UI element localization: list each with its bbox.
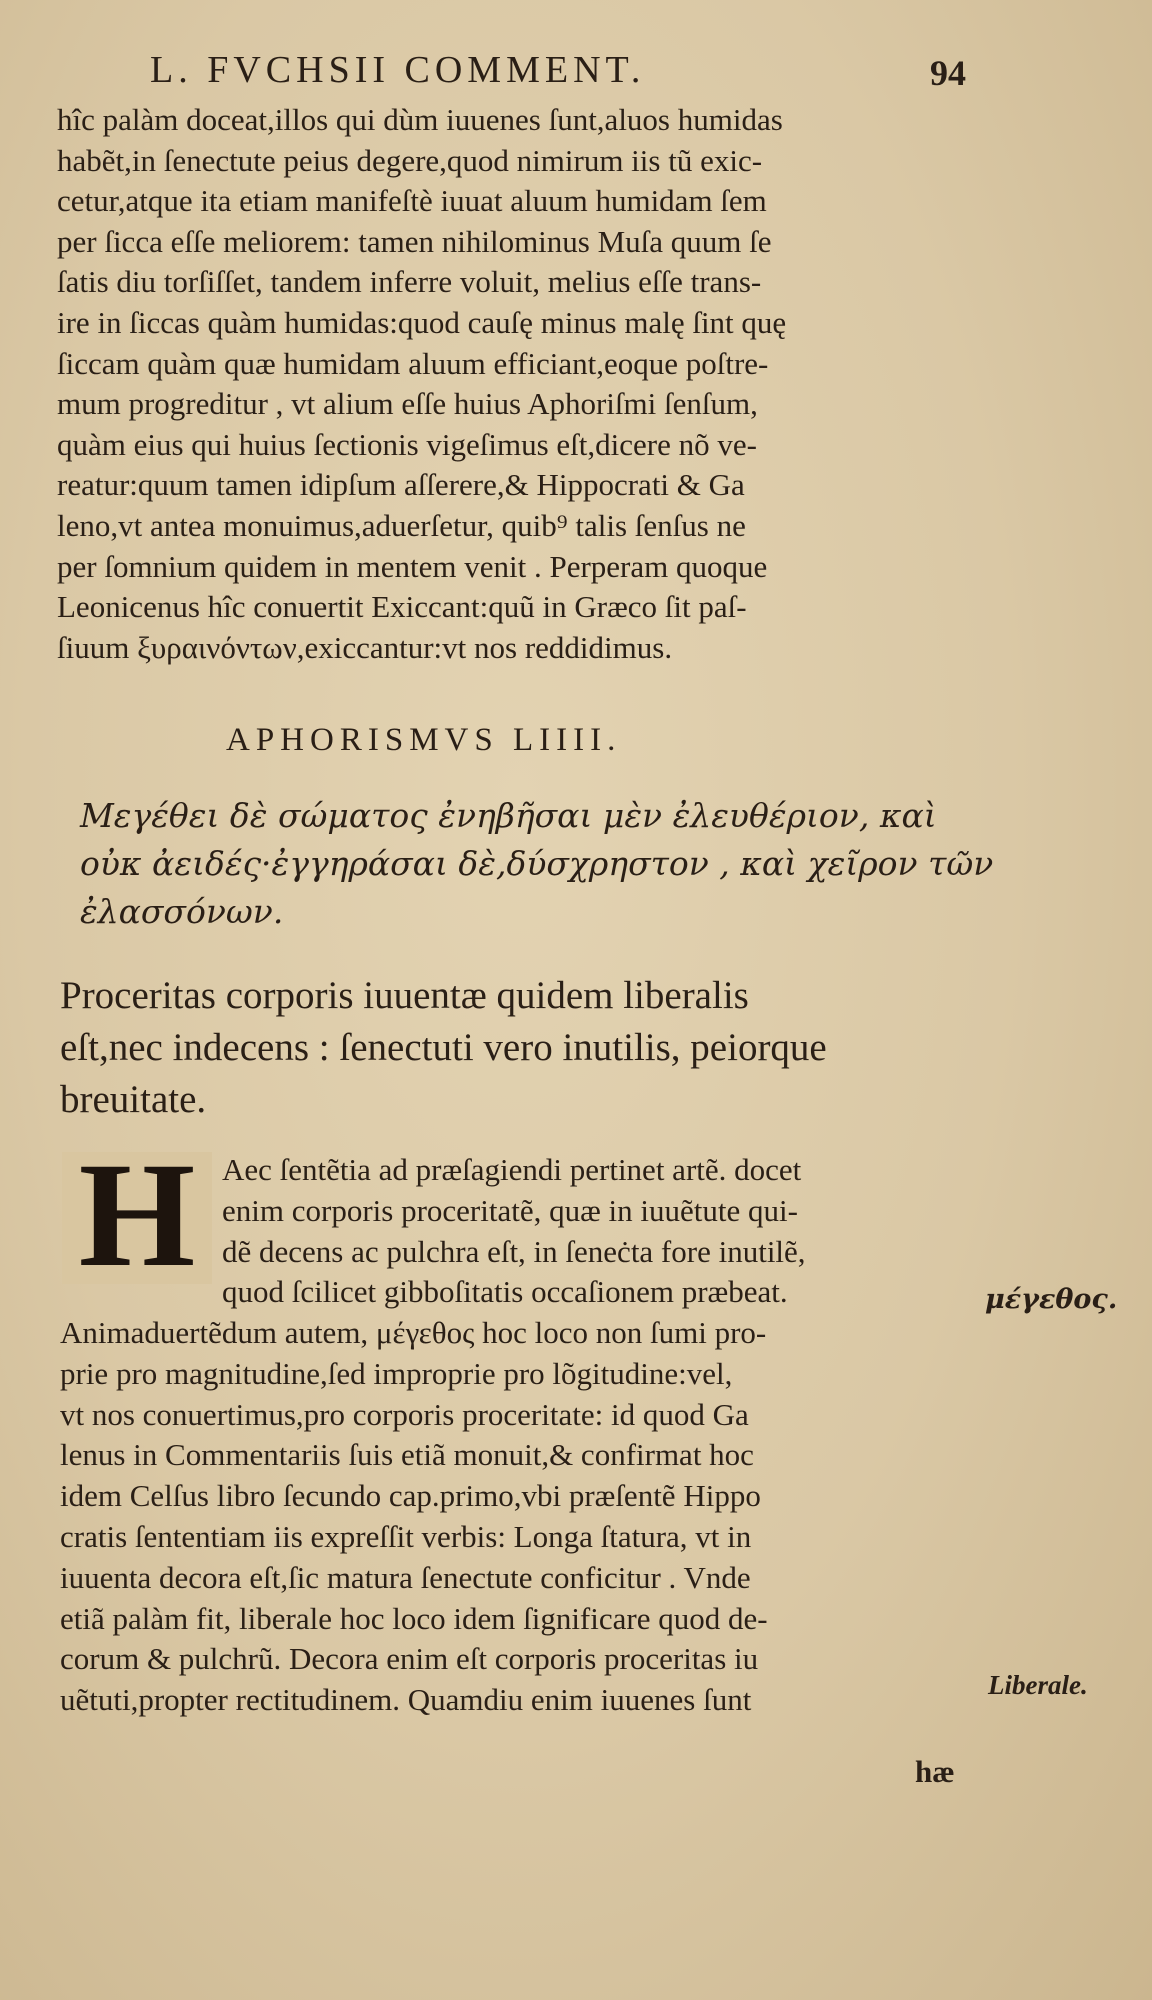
text-line: ſiuum ξυραινόντων,exiccantur:vt nos reddidimus. (57, 629, 673, 665)
text-line: cratis ſententiam iis expreſſit verbis: Longa ſtatura, vt in (60, 1518, 752, 1554)
text-line: etiã palàm fit, liberale hoc loco idem ſignificare quod de- (60, 1600, 768, 1636)
greek-line: Μεγέθει δὲ σώματος ἐνηβῆσαι μὲν ἐλευθέριον, καὶ (80, 796, 937, 835)
text-line: vt nos conuertimus,pro corporis proceritate: id quod Ga (60, 1396, 749, 1432)
initial-letter: H (78, 1132, 196, 1298)
text-line: mum progreditur , vt alium eſſe huius Aphoriſmi ſenſum, (57, 386, 758, 422)
text-line: dẽ decens ac pulchra eſt, in ſeneċta fore inutilẽ, (222, 1233, 806, 1269)
latin-line: eſt,nec indecens : ſenectuti vero inutilis, peiorque (60, 1026, 827, 1069)
running-head: L. FVCHSII COMMENT. (150, 49, 646, 91)
text-line: ſatis diu torſiſſet, tandem inferre voluit, melius eſſe trans- (57, 264, 762, 300)
latin-line: Proceritas corporis iuuentæ quidem liberalis (60, 974, 749, 1017)
text-line: iuuenta decora eſt,ſic matura ſenectute conficitur . Vnde (60, 1559, 751, 1595)
text-line: quod ſcilicet gibboſitatis occaſionem præbeat. (222, 1274, 788, 1310)
commentary-paragraph-2 (60, 1313, 990, 1721)
latin-line: breuitate. (60, 1078, 207, 1121)
text-line: per ſicca eſſe meliorem: tamen nihilominus Muſa quum ſe (57, 223, 772, 259)
text-line: quàm eius qui huius ſectionis vigeſimus eſt,dicere nõ ve- (57, 426, 757, 462)
commentary-paragraph-1 (57, 100, 987, 668)
text-line: idem Celſus libro ſecundo cap.primo,vbi præſentẽ Hippo (60, 1478, 761, 1514)
text-line: lenus in Commentariis ſuis etiã monuit,& confirmat hoc (60, 1437, 754, 1473)
greek-aphorism (80, 792, 993, 936)
latin-translation (60, 970, 827, 1126)
text-line: corum & pulchrũ. Decora enim eſt corporis proceritas iu (60, 1641, 759, 1677)
text-line: Leonicenus hîc conuertit Exiccant:quũ in Græco ſit paſ- (57, 589, 747, 625)
page-header (150, 48, 1010, 108)
aphorism-heading: APHORISMVS LIIII. (226, 722, 622, 758)
margin-note-liberale: Liberale. (988, 1670, 1088, 1700)
text-line: uẽtuti,propter rectitudinem. Quamdiu enim iuuenes ſunt (60, 1682, 752, 1718)
text-line: reatur:quum tamen idipſum aſſerere,& Hippocrati & Ga (57, 467, 745, 503)
greek-line: οὐκ ἀειδές·ἐγγηράσαι δὲ,δύσχρηστον , καὶ χεῖρον τῶν (80, 844, 994, 883)
decorated-initial (62, 1132, 212, 1298)
commentary-paragraph-2-indented (222, 1150, 982, 1313)
page-number: 94 (930, 53, 966, 93)
text-line: hîc palàm doceat,illos qui dùm iuuenes ſunt,aluos humidas (57, 102, 783, 137)
text-line: cetur,atque ita etiam manifeſtè iuuat aluum humidam ſem (57, 183, 767, 219)
text-line: Aec ſentẽtia ad præſagiendi pertinet artẽ. docet (222, 1152, 802, 1187)
text-line: ſiccam quàm quæ humidam aluum efficiant,eoque poſtre- (57, 345, 769, 381)
text-line: Animaduertẽdum autem, μέγεθος hoc loco non ſumi pro- (60, 1315, 767, 1350)
text-line: ire in ſiccas quàm humidas:quod cauſę minus malę ſint quę (57, 304, 787, 340)
greek-line: ἐλασσόνων. (80, 892, 284, 931)
text-line: habẽt,in ſenectute peius degere,quod nimirum iis tũ exic- (57, 142, 763, 178)
catchword: hæ (915, 1754, 955, 1789)
text-line: per ſomnium quidem in mentem venit . Perperam quoque (57, 548, 768, 584)
text-line: enim corporis proceritatẽ, quæ in iuuẽtute qui- (222, 1192, 798, 1228)
margin-note-megethos: μέγεθος. (985, 1284, 1118, 1315)
text-line: leno,vt antea monuimus,aduerſetur, quib⁹ talis ſenſus ne (57, 507, 746, 543)
text-line: prie pro magnitudine,ſed improprie pro lõgitudine:vel, (60, 1355, 733, 1391)
